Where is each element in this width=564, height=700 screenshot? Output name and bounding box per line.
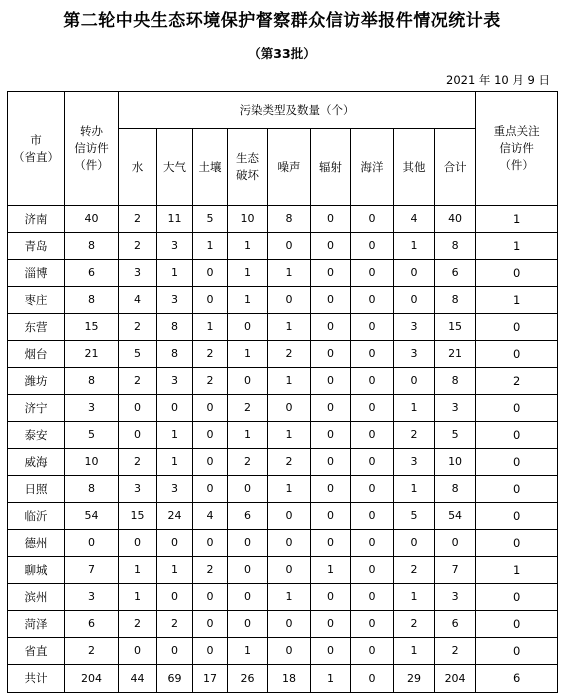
- soil-cell: 0: [193, 611, 228, 638]
- radiation-cell: 0: [311, 584, 351, 611]
- table-row: [8, 476, 558, 503]
- eco-damage-cell: 2: [228, 449, 268, 476]
- noise-cell: 1: [268, 584, 311, 611]
- noise-cell: 1: [268, 314, 311, 341]
- other-cell: 2: [394, 422, 435, 449]
- other-cell: 3: [394, 449, 435, 476]
- water-cell: 1: [119, 557, 157, 584]
- city-cell: 共计: [8, 665, 65, 693]
- table-row: [8, 260, 558, 287]
- subtotal-cell: 0: [435, 530, 476, 557]
- city-cell: 菏泽: [8, 611, 65, 638]
- key-focus-cell: 0: [476, 260, 558, 287]
- other-cell: 2: [394, 611, 435, 638]
- other-cell: 3: [394, 314, 435, 341]
- header-type-water: [119, 129, 157, 206]
- subtotal-cell: 21: [435, 341, 476, 368]
- soil-cell: 2: [193, 341, 228, 368]
- noise-cell: 1: [268, 476, 311, 503]
- noise-cell: 0: [268, 530, 311, 557]
- transfer-cell: 21: [65, 341, 119, 368]
- air-cell: 69: [157, 665, 193, 693]
- table-row: [8, 287, 558, 314]
- radiation-cell: 0: [311, 422, 351, 449]
- eco-damage-cell: 1: [228, 422, 268, 449]
- ocean-cell: 0: [351, 638, 394, 665]
- other-cell: 1: [394, 395, 435, 422]
- noise-cell: 8: [268, 206, 311, 233]
- air-cell: 1: [157, 449, 193, 476]
- transfer-cell: 10: [65, 449, 119, 476]
- city-cell: 淄博: [8, 260, 65, 287]
- city-cell: 威海: [8, 449, 65, 476]
- water-cell: 2: [119, 449, 157, 476]
- radiation-cell: 0: [311, 314, 351, 341]
- noise-cell: 0: [268, 503, 311, 530]
- transfer-cell: 5: [65, 422, 119, 449]
- header-type-label: 合计: [443, 159, 467, 174]
- radiation-cell: 0: [311, 233, 351, 260]
- other-cell: 3: [394, 341, 435, 368]
- city-cell: 德州: [8, 530, 65, 557]
- ocean-cell: 0: [351, 476, 394, 503]
- ocean-cell: 0: [351, 314, 394, 341]
- ocean-cell: 0: [351, 665, 394, 693]
- key-focus-cell: 1: [476, 233, 558, 260]
- soil-cell: 0: [193, 530, 228, 557]
- water-cell: 0: [119, 530, 157, 557]
- key-focus-cell: 2: [476, 368, 558, 395]
- noise-cell: 0: [268, 395, 311, 422]
- air-cell: 0: [157, 530, 193, 557]
- water-cell: 2: [119, 206, 157, 233]
- ocean-cell: 0: [351, 287, 394, 314]
- ocean-cell: 0: [351, 341, 394, 368]
- table-row: [8, 368, 558, 395]
- soil-cell: 0: [193, 449, 228, 476]
- soil-cell: 17: [193, 665, 228, 693]
- header-city-line1: 市: [30, 132, 42, 147]
- eco-damage-cell: 6: [228, 503, 268, 530]
- key-focus-cell: 0: [476, 638, 558, 665]
- subtotal-cell: 54: [435, 503, 476, 530]
- water-cell: 3: [119, 476, 157, 503]
- air-cell: 11: [157, 206, 193, 233]
- header-type-subtotal: [435, 129, 476, 206]
- header-type-label: 其他: [402, 159, 426, 174]
- transfer-cell: 8: [65, 287, 119, 314]
- city-cell: 潍坊: [8, 368, 65, 395]
- city-cell: 日照: [8, 476, 65, 503]
- key-focus-cell: 0: [476, 422, 558, 449]
- header-type-label: 噪声: [277, 159, 301, 174]
- other-cell: 1: [394, 233, 435, 260]
- water-cell: 2: [119, 233, 157, 260]
- header-type-radiation: [311, 129, 351, 206]
- key-focus-cell: 0: [476, 449, 558, 476]
- statistics-table: [7, 91, 558, 693]
- ocean-cell: 0: [351, 368, 394, 395]
- radiation-cell: 0: [311, 611, 351, 638]
- subtotal-cell: 6: [435, 260, 476, 287]
- radiation-cell: 0: [311, 449, 351, 476]
- header-transfer-line1: 转办: [80, 124, 103, 139]
- radiation-cell: 0: [311, 638, 351, 665]
- transfer-cell: 8: [65, 476, 119, 503]
- city-cell: 济南: [8, 206, 65, 233]
- air-cell: 8: [157, 341, 193, 368]
- header-transfer-line3: （件）: [74, 157, 109, 172]
- other-cell: 4: [394, 206, 435, 233]
- header-type-eco-damage: [228, 129, 268, 206]
- eco-damage-cell: 0: [228, 476, 268, 503]
- ocean-cell: 0: [351, 260, 394, 287]
- air-cell: 0: [157, 584, 193, 611]
- eco-damage-cell: 26: [228, 665, 268, 693]
- noise-cell: 0: [268, 611, 311, 638]
- air-cell: 1: [157, 557, 193, 584]
- key-focus-cell: 0: [476, 341, 558, 368]
- radiation-cell: 0: [311, 503, 351, 530]
- eco-damage-cell: 1: [228, 260, 268, 287]
- soil-cell: 0: [193, 287, 228, 314]
- noise-cell: 1: [268, 368, 311, 395]
- header-type-label: 土壤: [198, 159, 222, 174]
- subtotal-cell: 3: [435, 584, 476, 611]
- ocean-cell: 0: [351, 449, 394, 476]
- noise-cell: 18: [268, 665, 311, 693]
- noise-cell: 0: [268, 638, 311, 665]
- table-row: [8, 395, 558, 422]
- key-focus-cell: 0: [476, 584, 558, 611]
- table-row: [8, 206, 558, 233]
- water-cell: 2: [119, 611, 157, 638]
- header-key-line1: 重点关注: [493, 124, 540, 139]
- key-focus-cell: 1: [476, 206, 558, 233]
- soil-cell: 1: [193, 314, 228, 341]
- noise-cell: 2: [268, 449, 311, 476]
- transfer-cell: 8: [65, 368, 119, 395]
- other-cell: 0: [394, 287, 435, 314]
- eco-damage-cell: 1: [228, 287, 268, 314]
- other-cell: 5: [394, 503, 435, 530]
- other-cell: 1: [394, 638, 435, 665]
- soil-cell: 5: [193, 206, 228, 233]
- city-cell: 济宁: [8, 395, 65, 422]
- subtotal-cell: 8: [435, 368, 476, 395]
- table-row: [8, 557, 558, 584]
- soil-cell: 0: [193, 476, 228, 503]
- transfer-cell: 40: [65, 206, 119, 233]
- soil-cell: 0: [193, 395, 228, 422]
- table-row: [8, 584, 558, 611]
- eco-damage-cell: 0: [228, 530, 268, 557]
- table-row: [8, 233, 558, 260]
- noise-cell: 0: [268, 233, 311, 260]
- key-focus-cell: 0: [476, 611, 558, 638]
- water-cell: 15: [119, 503, 157, 530]
- water-cell: 1: [119, 584, 157, 611]
- eco-damage-cell: 1: [228, 341, 268, 368]
- air-cell: 8: [157, 314, 193, 341]
- soil-cell: 2: [193, 368, 228, 395]
- city-cell: 东营: [8, 314, 65, 341]
- transfer-cell: 3: [65, 584, 119, 611]
- report-date: 2021 年 10 月 9 日: [446, 73, 550, 87]
- soil-cell: 4: [193, 503, 228, 530]
- ocean-cell: 0: [351, 395, 394, 422]
- transfer-cell: 8: [65, 233, 119, 260]
- air-cell: 1: [157, 260, 193, 287]
- city-cell: 泰安: [8, 422, 65, 449]
- ocean-cell: 0: [351, 503, 394, 530]
- transfer-cell: 54: [65, 503, 119, 530]
- header-type-label: 破坏: [236, 168, 259, 182]
- water-cell: 44: [119, 665, 157, 693]
- header-transfer: [65, 92, 119, 206]
- other-cell: 1: [394, 476, 435, 503]
- subtotal-cell: 15: [435, 314, 476, 341]
- eco-damage-cell: 0: [228, 557, 268, 584]
- key-focus-cell: 0: [476, 503, 558, 530]
- soil-cell: 2: [193, 557, 228, 584]
- eco-damage-cell: 2: [228, 395, 268, 422]
- table-row: [8, 341, 558, 368]
- header-transfer-line2: 信访件: [74, 141, 109, 156]
- soil-cell: 0: [193, 638, 228, 665]
- transfer-cell: 15: [65, 314, 119, 341]
- radiation-cell: 0: [311, 260, 351, 287]
- header-city-line2: （省直）: [13, 149, 59, 164]
- water-cell: 3: [119, 260, 157, 287]
- eco-damage-cell: 0: [228, 314, 268, 341]
- other-cell: 29: [394, 665, 435, 693]
- totals-row: [8, 665, 558, 693]
- subtotal-cell: 10: [435, 449, 476, 476]
- air-cell: 3: [157, 476, 193, 503]
- table-row: [8, 611, 558, 638]
- other-cell: 2: [394, 557, 435, 584]
- eco-damage-cell: 10: [228, 206, 268, 233]
- ocean-cell: 0: [351, 557, 394, 584]
- ocean-cell: 0: [351, 611, 394, 638]
- city-cell: 枣庄: [8, 287, 65, 314]
- water-cell: 0: [119, 638, 157, 665]
- radiation-cell: 0: [311, 206, 351, 233]
- subtotal-cell: 40: [435, 206, 476, 233]
- header-type-label: 大气: [163, 159, 186, 174]
- soil-cell: 0: [193, 260, 228, 287]
- eco-damage-cell: 1: [228, 638, 268, 665]
- header-key-line2: 信访件: [499, 141, 534, 156]
- other-cell: 1: [394, 584, 435, 611]
- transfer-cell: 6: [65, 260, 119, 287]
- radiation-cell: 0: [311, 341, 351, 368]
- city-cell: 聊城: [8, 557, 65, 584]
- city-cell: 省直: [8, 638, 65, 665]
- air-cell: 1: [157, 422, 193, 449]
- header-type-label: 海洋: [360, 159, 384, 174]
- water-cell: 2: [119, 314, 157, 341]
- header-city: [8, 92, 65, 206]
- water-cell: 0: [119, 422, 157, 449]
- document-title: 第二轮中央生态环境保护督察群众信访举报件情况统计表: [63, 11, 501, 31]
- eco-damage-cell: 1: [228, 233, 268, 260]
- city-cell: 滨州: [8, 584, 65, 611]
- header-key-line3: （件）: [499, 157, 534, 172]
- soil-cell: 0: [193, 584, 228, 611]
- key-focus-cell: 0: [476, 476, 558, 503]
- city-cell: 烟台: [8, 341, 65, 368]
- header-key-focus: [476, 92, 558, 206]
- radiation-cell: 1: [311, 557, 351, 584]
- air-cell: 24: [157, 503, 193, 530]
- soil-cell: 1: [193, 233, 228, 260]
- header-type-label: 生态: [236, 151, 259, 166]
- transfer-cell: 0: [65, 530, 119, 557]
- table-row: [8, 503, 558, 530]
- water-cell: 4: [119, 287, 157, 314]
- header-type-ocean: [351, 129, 394, 206]
- subtotal-cell: 8: [435, 233, 476, 260]
- radiation-cell: 1: [311, 665, 351, 693]
- eco-damage-cell: 0: [228, 611, 268, 638]
- subtotal-cell: 2: [435, 638, 476, 665]
- water-cell: 0: [119, 395, 157, 422]
- subtotal-cell: 7: [435, 557, 476, 584]
- key-focus-cell: 1: [476, 557, 558, 584]
- transfer-cell: 2: [65, 638, 119, 665]
- subtotal-cell: 204: [435, 665, 476, 693]
- header-type-label: 水: [131, 159, 144, 174]
- water-cell: 2: [119, 368, 157, 395]
- table-row: [8, 422, 558, 449]
- key-focus-cell: 0: [476, 530, 558, 557]
- batch-subtitle: （第33批）: [248, 46, 316, 61]
- other-cell: 0: [394, 368, 435, 395]
- subtotal-cell: 8: [435, 287, 476, 314]
- air-cell: 0: [157, 638, 193, 665]
- eco-damage-cell: 0: [228, 368, 268, 395]
- air-cell: 3: [157, 233, 193, 260]
- transfer-cell: 7: [65, 557, 119, 584]
- table-row: [8, 314, 558, 341]
- ocean-cell: 0: [351, 233, 394, 260]
- header-type-label: 辐射: [319, 159, 342, 174]
- other-cell: 0: [394, 260, 435, 287]
- subtotal-cell: 6: [435, 611, 476, 638]
- subtotal-cell: 3: [435, 395, 476, 422]
- key-focus-cell: 6: [476, 665, 558, 693]
- key-focus-cell: 0: [476, 314, 558, 341]
- key-focus-cell: 0: [476, 395, 558, 422]
- key-focus-cell: 1: [476, 287, 558, 314]
- other-cell: 0: [394, 530, 435, 557]
- water-cell: 5: [119, 341, 157, 368]
- city-cell: 青岛: [8, 233, 65, 260]
- table-row: [8, 638, 558, 665]
- noise-cell: 2: [268, 341, 311, 368]
- noise-cell: 0: [268, 287, 311, 314]
- air-cell: 2: [157, 611, 193, 638]
- subtotal-cell: 5: [435, 422, 476, 449]
- radiation-cell: 0: [311, 476, 351, 503]
- ocean-cell: 0: [351, 422, 394, 449]
- header-pollution-group: 污染类型及数量（个）: [119, 92, 476, 129]
- soil-cell: 0: [193, 422, 228, 449]
- air-cell: 3: [157, 287, 193, 314]
- air-cell: 3: [157, 368, 193, 395]
- header-type-noise: [268, 129, 311, 206]
- transfer-cell: 6: [65, 611, 119, 638]
- eco-damage-cell: 0: [228, 584, 268, 611]
- transfer-cell: 3: [65, 395, 119, 422]
- city-cell: 临沂: [8, 503, 65, 530]
- radiation-cell: 0: [311, 395, 351, 422]
- subtotal-cell: 8: [435, 476, 476, 503]
- ocean-cell: 0: [351, 584, 394, 611]
- radiation-cell: 0: [311, 287, 351, 314]
- air-cell: 0: [157, 395, 193, 422]
- header-type-soil: [193, 129, 228, 206]
- ocean-cell: 0: [351, 206, 394, 233]
- table-row: [8, 449, 558, 476]
- noise-cell: 1: [268, 260, 311, 287]
- radiation-cell: 0: [311, 368, 351, 395]
- noise-cell: 0: [268, 557, 311, 584]
- radiation-cell: 0: [311, 530, 351, 557]
- table-row: [8, 530, 558, 557]
- header-type-other: [394, 129, 435, 206]
- ocean-cell: 0: [351, 530, 394, 557]
- transfer-cell: 204: [65, 665, 119, 693]
- noise-cell: 1: [268, 422, 311, 449]
- header-type-air: [157, 129, 193, 206]
